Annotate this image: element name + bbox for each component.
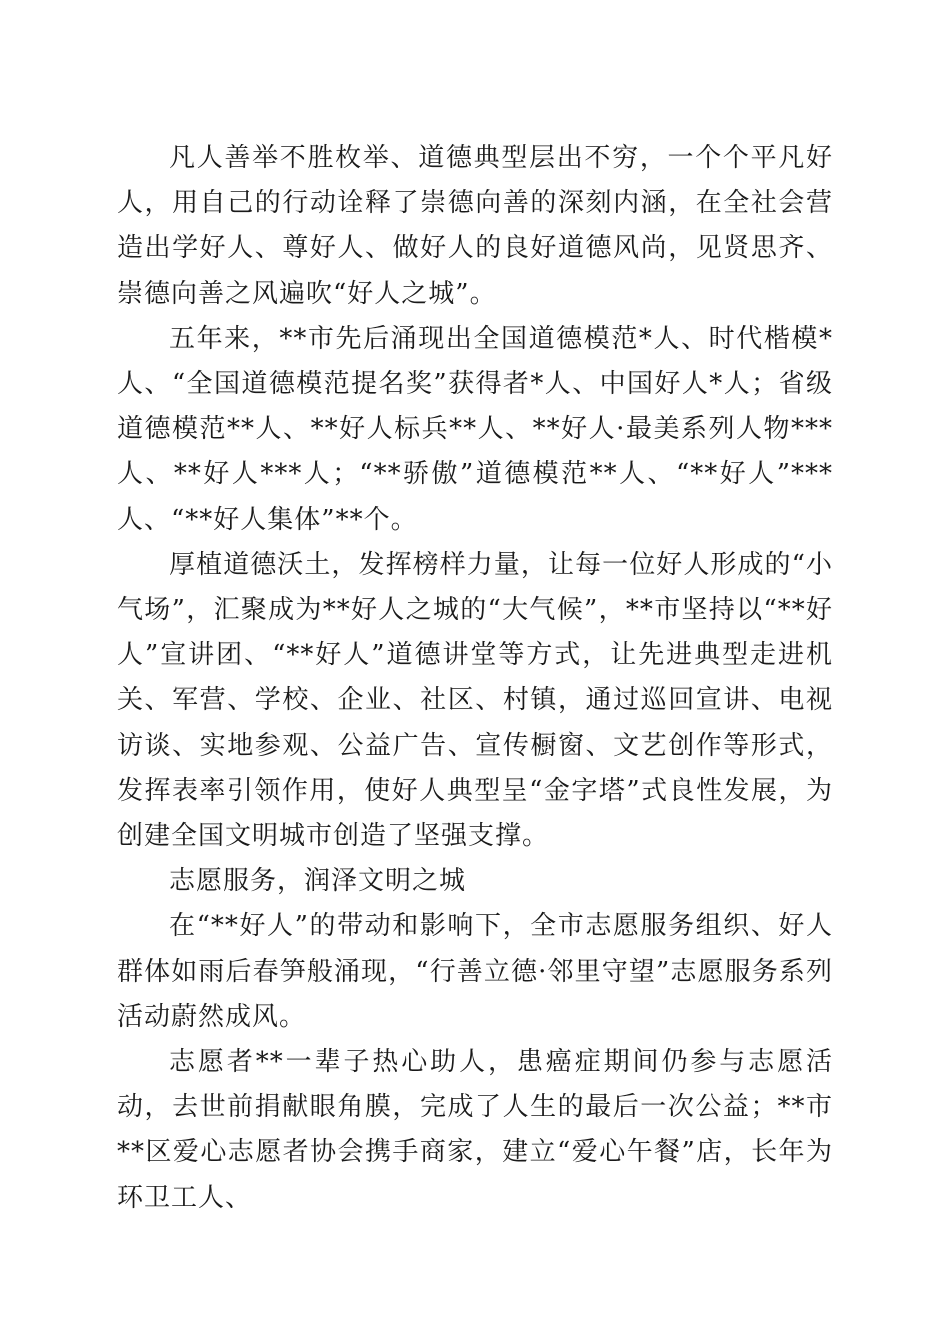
paragraph-good-deeds: 凡人善举不胜枚举、道德典型层出不穷，一个个平凡好人，用自己的行动诠释了崇德向善的深刻内涵，在全社会营造出学好人、尊好人、做好人的良好道德风尚，见贤思齐、崇德向善之风遍吹“好人之城”。 <box>117 143 833 309</box>
section-heading-volunteer: 志愿服务，润泽文明之城 <box>169 866 467 897</box>
document-body <box>117 136 833 1221</box>
paragraph-volunteer-groups: 在“**好人”的带动和影响下，全市志愿服务组织、好人群体如雨后春笋般涌现，“行善立德·邻里守望”志愿服务系列活动蔚然成风。 <box>117 911 833 1032</box>
paragraph-five-years: 五年来，**市先后涌现出全国道德模范*人、时代楷模*人、“全国道德模范提名奖”获得者*人、中国好人*人；省级道德模范**人、**好人标兵**人、**好人·最美系列人物***人、**好人***人；“**骄傲”道德模范**人、“**好人”***人、“**好人集体”**个。 <box>117 323 833 535</box>
paragraph-moral-soil: 厚植道德沃土，发挥榜样力量，让每一位好人形成的“小气场”，汇聚成为**好人之城的“大气候”，**市坚持以“**好人”宣讲团、“**好人”道德讲堂等方式，让先进典型走进机关、军营、学校、企业、社区、村镇，通过巡回宣讲、电视访谈、实地参观、公益广告、宣传橱窗、文艺创作等形式，发挥表率引领作用，使好人典型呈“金字塔”式良性发展，为创建全国文明城市创造了坚强支撑。 <box>117 549 833 852</box>
paragraph-volunteer-stories: 志愿者**一辈子热心助人，患癌症期间仍参与志愿活动，去世前捐献眼角膜，完成了人生的最后一次公益；**市**区爱心志愿者协会携手商家，建立“爱心午餐”店，长年为环卫工人、 <box>117 1047 833 1213</box>
